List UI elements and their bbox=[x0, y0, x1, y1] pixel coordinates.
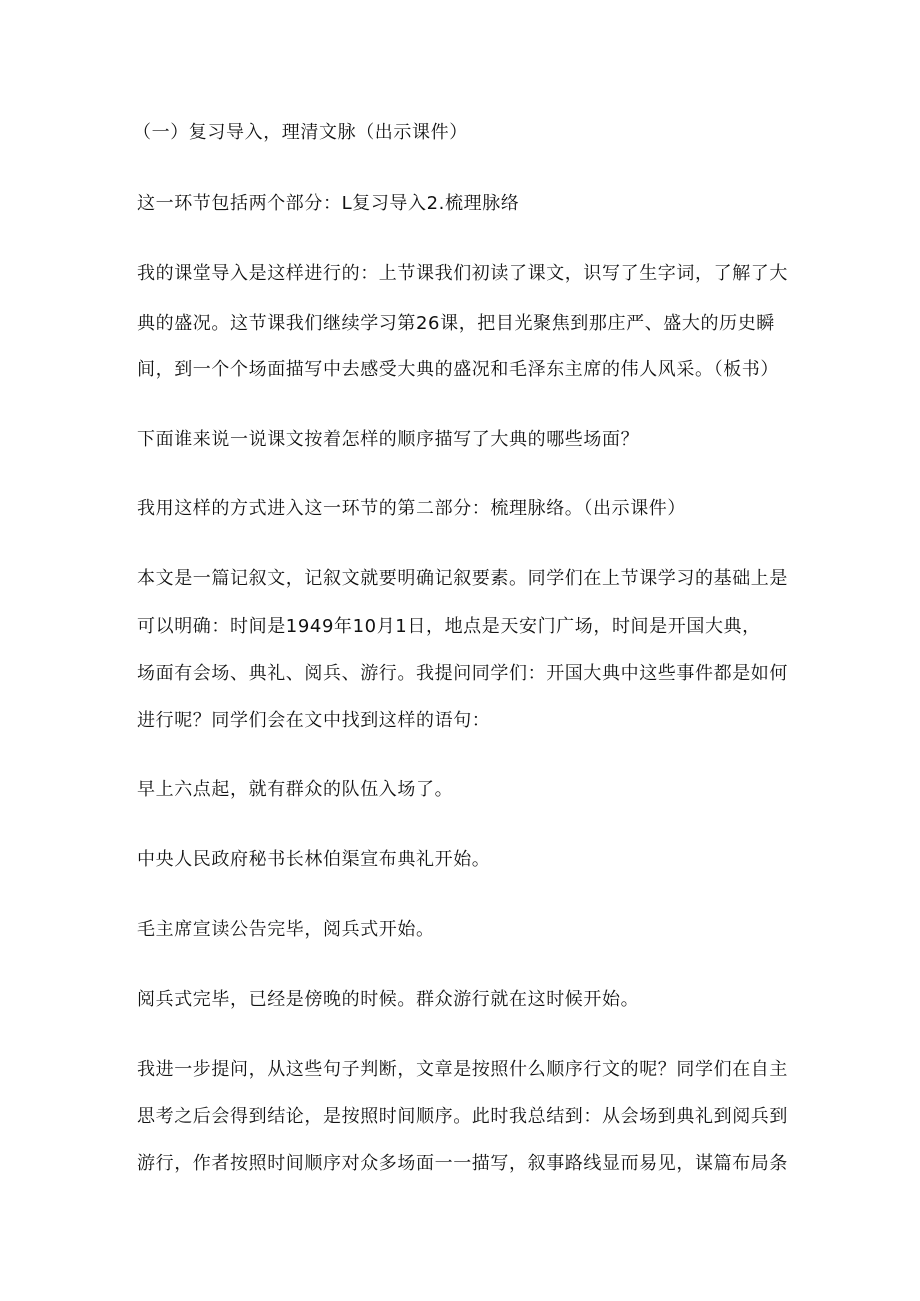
paragraph-line: 典的盛况。这节课我们继续学习第26课，把目光聚焦到那庄严、盛大的历史瞬 bbox=[137, 313, 775, 334]
paragraph-line: 思考之后会得到结论，是按照时间顺序。此时我总结到：从会场到典礼到阅兵到 bbox=[137, 1106, 788, 1127]
paragraph-line: 我进一步提问，从这些句子判断，文章是按照什么顺序行文的呢？同学们在自主 bbox=[137, 1059, 788, 1080]
paragraph-line: 我用这样的方式进入这一环节的第二部分：梳理脉络。（出示课件） bbox=[137, 498, 686, 519]
paragraph-line: 我的课堂导入是这样进行的：上节课我们初读了课文，识写了生字词，了解了大 bbox=[137, 263, 788, 284]
paragraph-line: 下面谁来说一说课文按着怎样的顺序描写了大典的哪些场面？ bbox=[137, 429, 640, 450]
paragraph-line: 这一环节包括两个部分：L复习导入2.梳理脉络 bbox=[137, 193, 520, 214]
paragraph-line: 游行，作者按照时间顺序对众多场面一一描写，叙事路线显而易见，谋篇布局条 bbox=[137, 1153, 788, 1174]
quote-line: 早上六点起，就有群众的队伍入场了。 bbox=[137, 779, 454, 800]
quote-line: 毛主席宣读公告完毕，阅兵式开始。 bbox=[137, 919, 435, 940]
paragraph-line: 间，到一个个场面描写中去感受大典的盛况和毛泽东主席的伟人风采。（板书） bbox=[137, 359, 779, 380]
paragraph-line: 场面有会场、典礼、阅兵、游行。我提问同学们：开国大典中这些事件都是如何 bbox=[137, 663, 788, 684]
quote-line: 中央人民政府秘书长林伯渠宣布典礼开始。 bbox=[137, 849, 491, 870]
section-heading: （一）复习导入，理清文脉（出示课件） bbox=[133, 122, 468, 143]
paragraph-line: 可以明确：时间是1949年10月1日，地点是天安门广场，时间是开国大典， bbox=[137, 616, 761, 637]
paragraph-line: 进行呢？同学们会在文中找到这样的语句： bbox=[137, 710, 491, 731]
quote-line: 阅兵式完毕，已经是傍晚的时候。群众游行就在这时候开始。 bbox=[137, 989, 640, 1010]
paragraph-line: 本文是一篇记叙文，记叙文就要明确记叙要素。同学们在上节课学习的基础上是 bbox=[137, 568, 788, 589]
